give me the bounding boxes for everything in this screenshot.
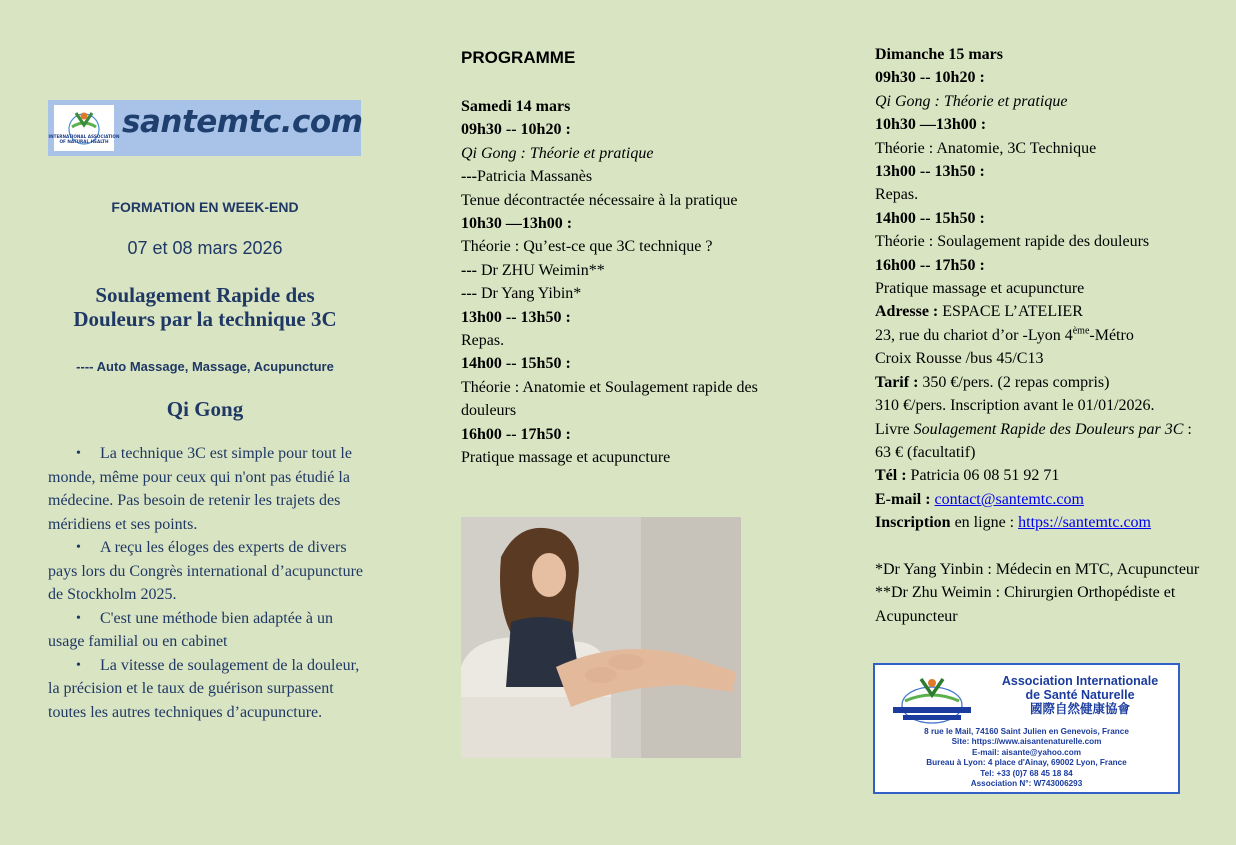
address-line: Adresse : ESPACE L’ATELIER <box>875 303 1083 321</box>
svg-text:INTERNATIONAL ASSOCIATION: INTERNATIONAL ASSOCIATION <box>48 134 120 139</box>
session-speaker: --- Dr ZHU Weimin** <box>461 261 605 279</box>
list-item: • La vitesse de soulagement de la douleur, la précision et le taux de guérison surpassent toutes les autres techniques d’acupuncture. <box>48 654 364 725</box>
inscription-line: Inscription en ligne : https://santemtc.com <box>875 514 1151 532</box>
benefits-list <box>48 442 364 724</box>
list-item: • A reçu les éloges des experts de divers pays lors du Congrès international d’acupuncture de Stockholm 2025. <box>48 536 364 607</box>
saturday-day: Samedi 14 mars <box>461 98 571 115</box>
session-topic: Théorie : Anatomie, 3C Technique <box>875 139 1097 157</box>
session-time: 09h30 -- 10h20 : <box>461 121 571 139</box>
session-time: 09h30 -- 10h20 : <box>875 69 985 87</box>
sunday-schedule <box>875 43 1205 628</box>
main-title-line2: Douleurs par la technique 3C <box>73 307 337 331</box>
footnote: *Dr Yang Yinbin : Médecin en MTC, Acupuncteur <box>875 560 1200 578</box>
formation-dates: 07 et 08 mars 2026 <box>127 238 283 258</box>
footnote: **Dr Zhu Weimin : Chirurgien Orthopédiste et Acupuncteur <box>875 584 1176 625</box>
list-item: • C'est une méthode bien adaptée à un usage familial ou en cabinet <box>48 607 364 654</box>
address-line: Croix Rousse /bus 45/C13 <box>875 350 1044 368</box>
association-details: 8 rue le Mail, 74160 Saint Julien en Genevois, France Site: https://www.aisantenaturelle.com E-mail: aisante@yahoo.com Bureau à Lyon: 4 place d'Ainay, 69002 Lyon, France Tel: +33 (0)7 68 45 18 84 Association N°: W743006293 <box>924 727 1129 789</box>
session-topic: Repas. <box>461 332 505 350</box>
association-card <box>873 663 1180 794</box>
association-logo-icon <box>883 673 981 729</box>
session-time: 16h00 -- 17h50 : <box>875 256 985 274</box>
tarif-line: 310 €/pers. Inscription avant le 01/01/2026. <box>875 397 1155 415</box>
session-speaker: --- Dr Yang Yibin* <box>461 285 582 303</box>
phone-line: Tél : Patricia 06 08 51 92 71 <box>875 467 1060 485</box>
qigong-heading: Qi Gong <box>166 397 244 421</box>
saturday-schedule <box>461 95 791 470</box>
session-speaker: ---Patricia Massanès <box>461 168 593 186</box>
session-time: 10h30 —13h00 : <box>875 116 987 134</box>
session-time: 13h00 -- 13h50 : <box>875 163 985 181</box>
site-banner <box>48 100 361 156</box>
inscription-link[interactable]: https://santemtc.com <box>1018 514 1151 532</box>
address-line: 23, rue du chariot d’or -Lyon 4ème-Métro <box>875 325 1134 344</box>
session-topic: Théorie : Qu’est-ce que 3C technique ? <box>461 238 713 256</box>
session-time: 14h00 -- 15h50 : <box>461 355 571 373</box>
session-topic: Repas. <box>875 186 919 204</box>
massage-photo <box>461 517 741 758</box>
session-note: Tenue décontractée nécessaire à la pratique <box>461 191 738 209</box>
list-item: • La technique 3C est simple pour tout le monde, même pour ceux qui n'ont pas étudié la médecine. Pas besoin de retenir les trajets des méridiens et ses points. <box>48 442 364 536</box>
association-name: Association Internationale de Santé Naturelle 國際自然健康協會 <box>985 674 1175 716</box>
session-time: 16h00 -- 17h50 : <box>461 425 571 443</box>
session-time: 10h30 —13h00 : <box>461 215 573 233</box>
programme-title: PROGRAMME <box>461 48 576 67</box>
banner-site-name: santemtc.com <box>122 104 363 140</box>
tarif-line: Tarif : 350 €/pers. (2 repas compris) <box>875 373 1110 391</box>
session-topic: Qi Gong : Théorie et pratique <box>461 144 654 162</box>
email-link[interactable]: contact@santemtc.com <box>934 490 1084 508</box>
book-line: Livre Soulagement Rapide des Douleurs par 3C : 63 € (facultatif) <box>875 420 1192 461</box>
main-title <box>48 283 362 331</box>
subtitle: ---- Auto Massage, Massage, Acupuncture <box>76 359 334 374</box>
email-line: E-mail : contact@santemtc.com <box>875 490 1084 508</box>
session-time: 14h00 -- 15h50 : <box>875 209 985 227</box>
main-title-line1: Soulagement Rapide des <box>95 283 315 307</box>
formation-label: FORMATION EN WEEK-END <box>111 199 299 215</box>
sunday-day: Dimanche 15 mars <box>875 46 1003 63</box>
session-topic: Pratique massage et acupuncture <box>461 449 671 467</box>
association-logo-icon <box>48 105 120 151</box>
session-topic: Qi Gong : Théorie et pratique <box>875 92 1068 110</box>
association-name-cn: 國際自然健康協會 <box>1029 702 1130 716</box>
session-topic: Pratique massage et acupuncture <box>875 280 1085 298</box>
session-time: 13h00 -- 13h50 : <box>461 308 571 326</box>
svg-text:OF NATURAL HEALTH: OF NATURAL HEALTH <box>59 139 109 144</box>
session-topic: Théorie : Anatomie et Soulagement rapide des douleurs <box>461 378 758 420</box>
spacer <box>875 535 1205 558</box>
session-topic: Théorie : Soulagement rapide des douleurs <box>875 233 1150 251</box>
